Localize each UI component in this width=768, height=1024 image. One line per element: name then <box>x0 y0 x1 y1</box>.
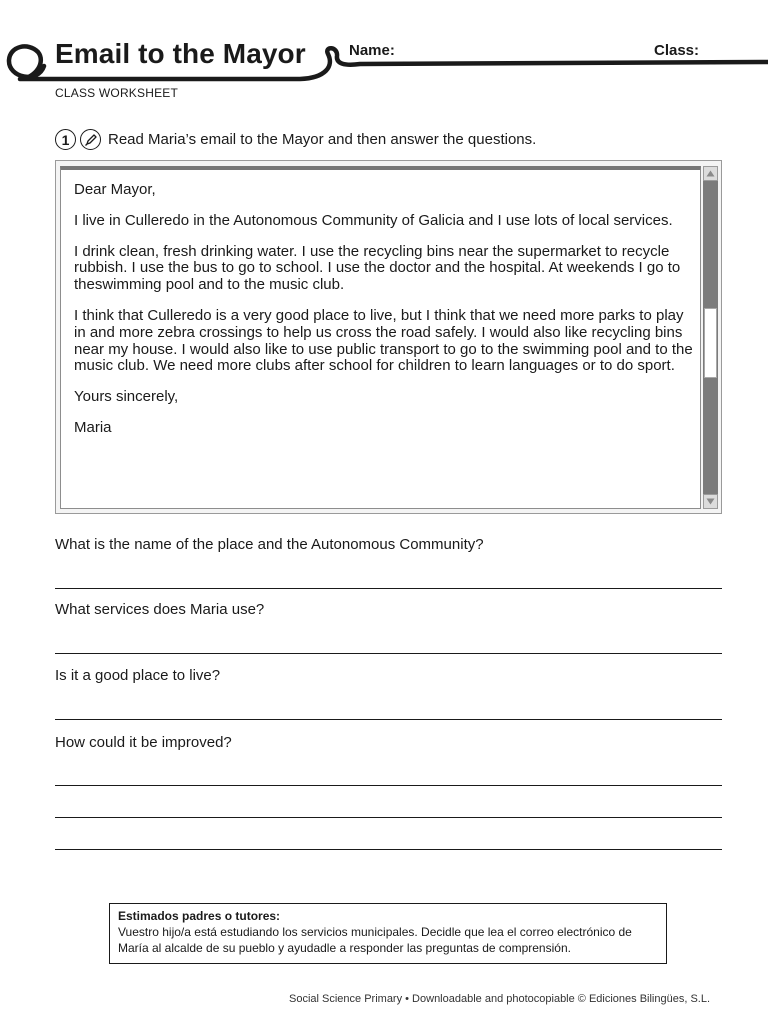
question-1: What is the name of the place and the Autonomous Community? <box>55 536 484 553</box>
email-paragraph: Dear Mayor, <box>74 181 156 198</box>
page-footer: Social Science Primary • Downloadable and photocopiable © Ediciones Bilingües, S.L. <box>289 993 711 1005</box>
activity-number-badge: 1 <box>55 129 76 150</box>
email-scrollbar[interactable] <box>703 166 718 509</box>
email-content-area <box>60 166 701 509</box>
class-label: Class: <box>654 42 700 59</box>
scroll-down-arrow-icon[interactable] <box>703 494 718 509</box>
email-paragraph: I live in Culleredo in the Autonomous Community of Galicia and I use lots of local services. <box>74 211 673 229</box>
answer-line[interactable] <box>55 588 722 589</box>
parents-note-body: Vuestro hijo/a está estudiando los servicios municipales. Decidle que lea el correo electrónico de María al alcalde de su pueblo y ayudadle a responder las preguntas de comprensión. <box>118 925 632 955</box>
answer-line[interactable] <box>55 817 722 818</box>
email-paragraph: I think that Culleredo is a very good place to live, but I think that we need more parks to play in and more zebra crossings to help us cross the road safely. I would also like recycling bins near my house. I would also like to use public transport to go to the swimming pool and to the music club. We need more clubs after school for children to learn languages or to do sport. <box>74 306 693 375</box>
parents-note-title: Estimados padres o tutores: <box>118 909 281 923</box>
activity-instruction <box>55 129 536 150</box>
worksheet-subtitle: CLASS WORKSHEET <box>55 86 179 100</box>
email-paragraph: I drink clean, fresh drinking water. I use the recycling bins near the supermarket to recycle rubbish. I use the bus to go to school. I use the doctor and the hospital. At weekends I go to theswimming pool and to the music club. <box>74 242 681 294</box>
parents-note-box <box>109 903 667 964</box>
page-title: Email to the Mayor <box>55 38 306 69</box>
email-paragraph: Maria <box>74 418 112 436</box>
answer-line[interactable] <box>55 719 722 720</box>
name-label: Name: <box>349 42 395 59</box>
pencil-icon <box>80 129 101 150</box>
question-2: What services does Maria use? <box>55 601 265 618</box>
answer-line[interactable] <box>55 849 722 850</box>
email-paragraph: Yours sincerely, <box>74 388 179 406</box>
answer-line[interactable] <box>55 785 722 786</box>
question-3: Is it a good place to live? <box>55 667 221 684</box>
scroll-up-arrow-icon[interactable] <box>703 166 718 181</box>
instruction-text: Read Maria’s email to the Mayor and then answer the questions. <box>108 131 537 148</box>
email-text <box>74 182 694 451</box>
email-panel <box>55 160 722 514</box>
scrollbar-thumb[interactable] <box>704 308 717 378</box>
answer-line[interactable] <box>55 653 722 654</box>
question-4: How could it be improved? <box>55 734 232 751</box>
